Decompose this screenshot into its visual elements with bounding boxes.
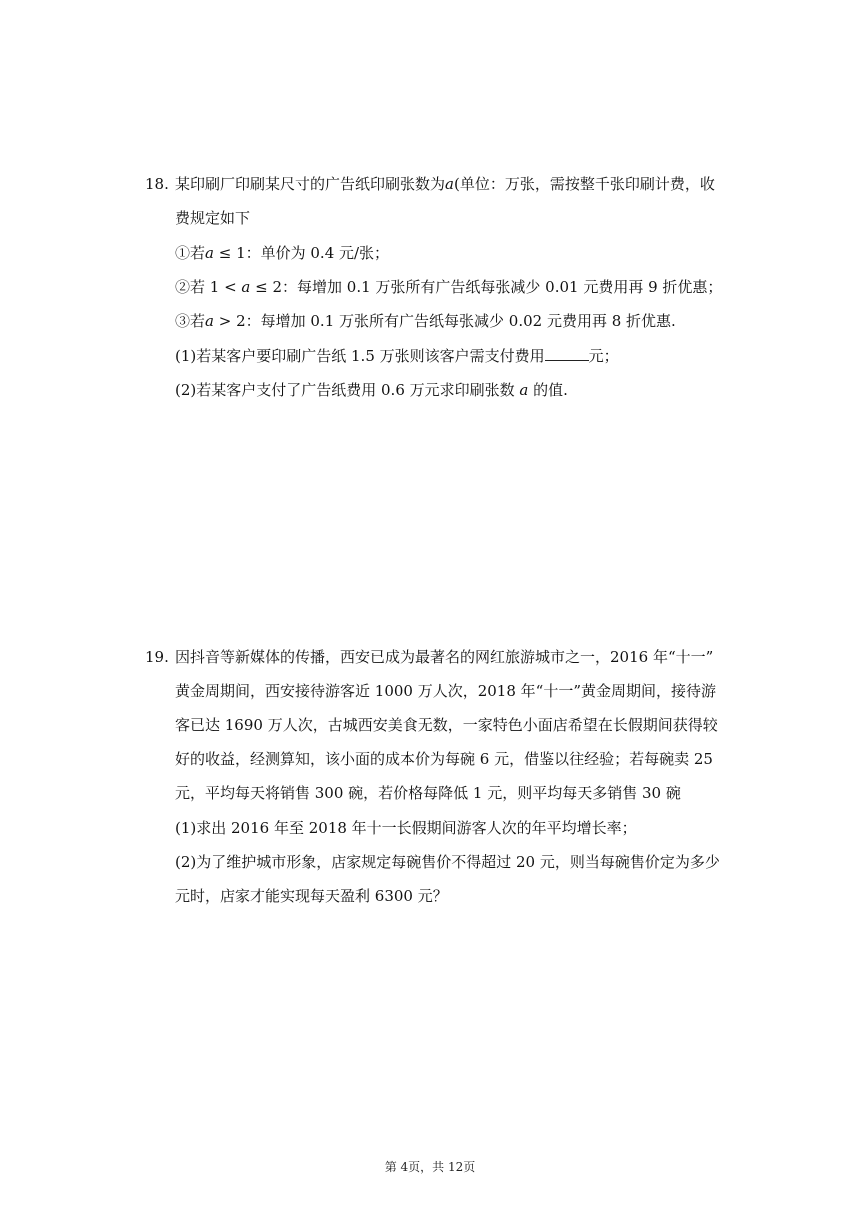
part-2: (2)为了维护城市形象，店家规定每碗售价不得超过 20 元，则当每碗售价定为多少: [175, 853, 720, 871]
part-1: (1)求出 2016 年至 2018 年十一长假期间游客人次的年平均增长率；: [175, 819, 637, 837]
rule-2: ②若 1 < a ≤ 2：每增加 0.1 万张所有广告纸每张减少 0.01 元费用再 9 折优惠；: [175, 278, 723, 296]
rule-3: ③若a > 2：每增加 0.1 万张所有广告纸每张减少 0.02 元费用再 8 折优惠.: [175, 312, 676, 330]
rule-1: ①若a ≤ 1：单价为 0.4 元/张；: [175, 244, 390, 262]
question-text-line: 好的收益，经测算知，该小面的成本价为每碗 6 元，借鉴以往经验；若每碗卖 25: [175, 750, 713, 768]
question-text-line: 黄金周期间，西安接待游客近 1000 万人次，2018 年“十一”黄金周期间，接待游: [175, 682, 716, 700]
answer-blank[interactable]: [545, 344, 589, 361]
question-number: 19.: [145, 648, 169, 666]
question-text-line: 费规定如下: [175, 209, 251, 227]
part-2: (2)若某客户支付了广告纸费用 0.6 万元求印刷张数 a 的值.: [175, 381, 568, 399]
question-text-line: 元，平均每天将销售 300 碗，若价格每降低 1 元，则平均每天多销售 30 碗: [175, 784, 681, 802]
question-number: 18.: [145, 175, 169, 193]
page-footer: 第 4页，共 12页: [384, 1160, 476, 1174]
question-text-line: 客已达 1690 万人次，古城西安美食无数，一家特色小面店希望在长假期间获得较: [175, 716, 718, 734]
question-text-line: 因抖音等新媒体的传播，西安已成为最著名的网红旅游城市之一，2016 年“十一”: [175, 648, 714, 666]
part-1: (1)若某客户要印刷广告纸 1.5 万张则该客户需支付费用 元；: [175, 344, 619, 366]
part-2-continued: 元时，店家才能实现每天盈利 6300 元？: [175, 887, 448, 905]
question-text-line: 某印刷厂印刷某尺寸的广告纸印刷张数为a(单位：万张，需按整千张印刷计费，收: [175, 175, 715, 193]
